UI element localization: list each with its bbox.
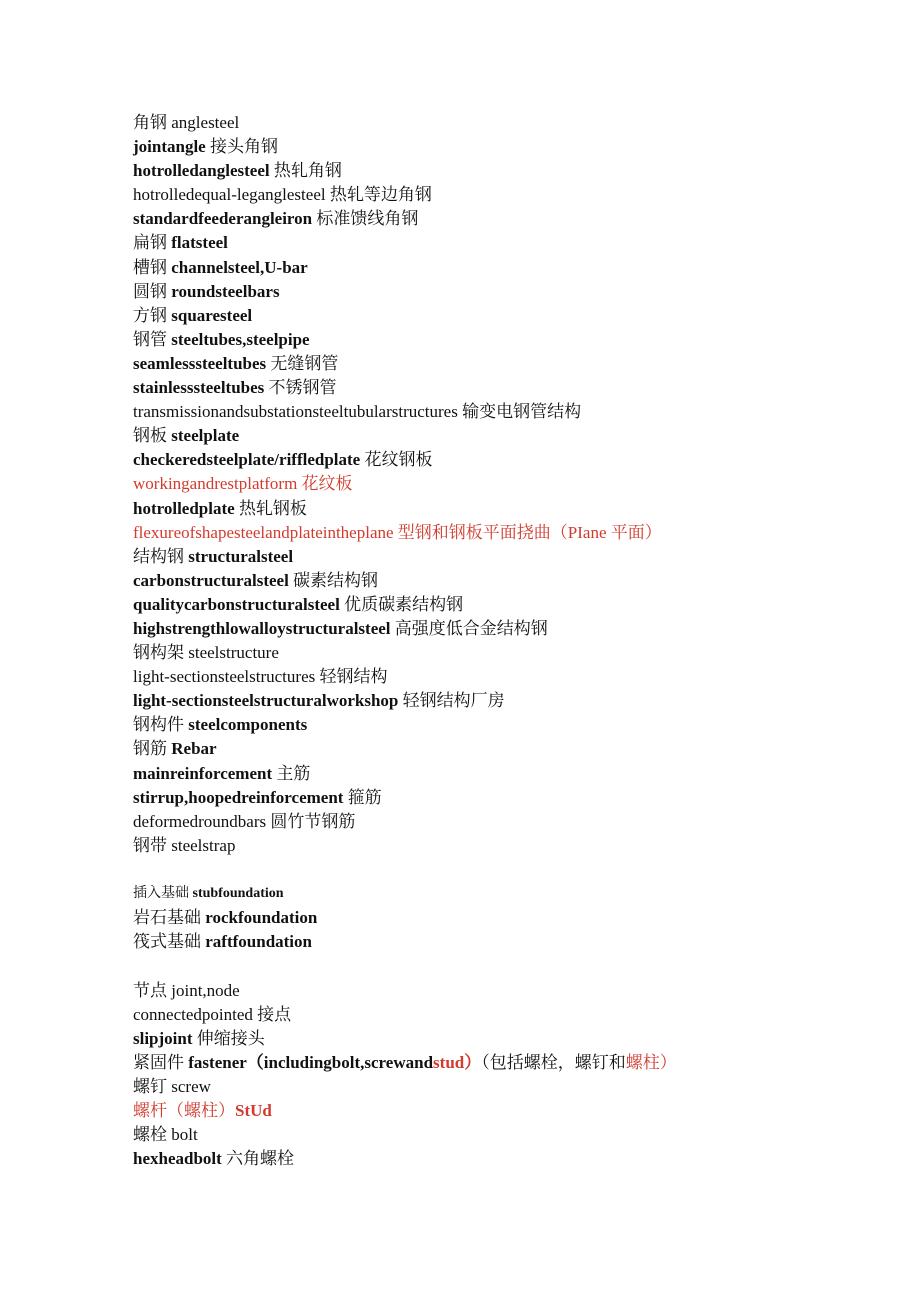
term-text: flexureofshapesteelandplateintheplane 型钢和钢板平面挠曲（PIane 平面） [133,522,662,542]
term-bold: seamlesssteeltubes [133,353,267,373]
glossary-line [133,521,893,545]
term-text: 扁钢 [133,233,172,253]
term-text: 六角螺栓 [221,1149,295,1169]
term-bold: squaresteel [171,305,253,325]
glossary-line [133,328,893,352]
term-text: 螺栓 bolt [133,1125,198,1145]
glossary-line [133,1123,893,1147]
term-bold: stainlesssteeltubes [133,378,265,398]
term-bold: raftfoundation [205,932,312,952]
term-text: 钢筋 [133,739,172,759]
glossary-line [133,352,893,376]
term-text: 螺杆（螺柱） [133,1101,235,1121]
term-text: 圆钢 [133,281,172,301]
term-bold: channelsteel,U-bar [171,257,308,277]
term-text: light-sectionsteelstructures 轻钢结构 [133,667,388,687]
glossary-line [133,400,893,424]
term-text: workingandrestplatform 花纹板 [133,474,353,494]
glossary-line [133,231,893,255]
term-text: 紧固件 [133,1053,189,1073]
glossary-line [133,930,893,954]
term-text: 钢管 [133,329,172,349]
glossary-line [133,207,893,231]
glossary-line [133,111,893,135]
term-bold: roundsteelbars [171,281,280,301]
glossary-line [133,762,893,786]
term-text: connectedpointed 接点 [133,1004,292,1024]
term-text: transmissionandsubstationsteeltubularstructures 输变电钢管结构 [133,402,582,422]
term-text: 接头角钢 [205,137,278,157]
term-bold: hexheadbolt [133,1149,222,1169]
term-text: 花纹钢板 [360,450,433,470]
glossary-line [133,665,893,689]
term-text: 结构钢 [133,546,189,566]
glossary-line [133,786,893,810]
glossary-line [133,1027,893,1051]
glossary-line [133,183,893,207]
term-text: 螺钉 screw [133,1077,211,1097]
term-bold: checkeredsteelplate/riffledplate [133,450,361,470]
term-bold: carbonstructuralsteel [133,570,289,590]
glossary-line [133,135,893,159]
glossary-line [133,1147,893,1171]
glossary-line [133,617,893,641]
glossary-line [133,834,893,858]
term-bold: stirrup,hoopedreinforcement [133,787,344,807]
glossary-line [133,906,893,930]
blank-line [133,858,893,882]
term-text: 螺柱） [625,1053,677,1073]
glossary-line [133,979,893,1003]
glossary-line [133,280,893,304]
term-text: 伸缩接头 [192,1028,265,1048]
term-bold: steelplate [171,426,240,446]
glossary-line [133,424,893,448]
document-body [133,111,893,1172]
term-text: 热轧角钢 [269,161,342,181]
term-bold: rockfoundation [205,908,318,928]
term-text: 钢构件 [133,715,189,735]
term-bold: hotrolledanglesteel [133,161,270,181]
term-text: 钢板 [133,426,172,446]
term-text: deformedroundbars 圆竹节钢筋 [133,811,356,831]
glossary-line [133,472,893,496]
glossary-line [133,737,893,761]
term-bold: highstrengthlowalloystructuralsteel [133,618,391,638]
term-text: 角钢 anglesteel [133,113,240,132]
glossary-line [133,497,893,521]
term-text: 岩石基础 [133,908,206,928]
term-text: 热轧钢板 [234,498,307,518]
term-bold: jointangle [133,137,206,157]
term-text: 箍筋 [343,787,382,807]
term-bold: fastener（includingbolt,screwand [188,1053,434,1073]
term-bold: steeltubes,steelpipe [171,329,310,349]
term-bold: light-sectionsteelstructuralworkshop [133,691,399,711]
term-bold: structuralsteel [188,546,294,566]
term-text: 筏式基础 [133,932,206,952]
term-text: 高强度低合金结构钢 [390,618,548,638]
term-bold: Rebar [171,739,217,759]
term-text: 方钢 [133,305,172,325]
term-text: 主筋 [272,763,311,783]
term-text: 槽钢 [133,257,172,277]
glossary-line [133,569,893,593]
glossary-line [133,376,893,400]
term-bold: StUd [235,1101,272,1121]
blank-line [133,954,893,978]
term-text: （包括螺栓，螺钉和 [481,1053,626,1073]
term-text: hotrolledequal-leganglesteel 热轧等边角钢 [133,185,432,205]
term-bold: stud） [433,1053,482,1073]
term-text: 标准馈线角钢 [312,209,419,229]
term-text: 碳素结构钢 [288,570,379,590]
glossary-line [133,1075,893,1099]
term-text: 插入基础 [133,886,193,902]
glossary-line [133,448,893,472]
term-bold: steelcomponents [188,715,308,735]
glossary-line [133,810,893,834]
term-bold: qualitycarbonstructuralsteel [133,594,340,614]
glossary-line [133,159,893,183]
glossary-line [133,1003,893,1027]
term-bold: mainreinforcement [133,763,273,783]
term-text: 钢构架 steelstructure [133,643,279,663]
term-bold: slipjoint [133,1028,193,1048]
term-text: 优质碳素结构钢 [339,594,464,614]
glossary-line [133,882,893,906]
glossary-line [133,1051,893,1075]
glossary-line [133,1099,893,1123]
term-bold: stubfoundation [192,886,284,902]
term-text: 节点 joint,node [133,980,240,1000]
term-bold: standardfeederangleiron [133,209,313,229]
glossary-line [133,641,893,665]
term-text: 轻钢结构厂房 [398,691,505,711]
glossary-line [133,304,893,328]
term-bold: hotrolledplate [133,498,235,518]
term-text: 无缝钢管 [266,353,339,373]
glossary-line [133,689,893,713]
glossary-line [133,713,893,737]
term-text: 不锈钢管 [264,378,337,398]
term-bold: flatsteel [171,233,228,253]
glossary-line [133,593,893,617]
term-text: 钢带 steelstrap [133,835,236,855]
glossary-line [133,545,893,569]
glossary-line [133,256,893,280]
